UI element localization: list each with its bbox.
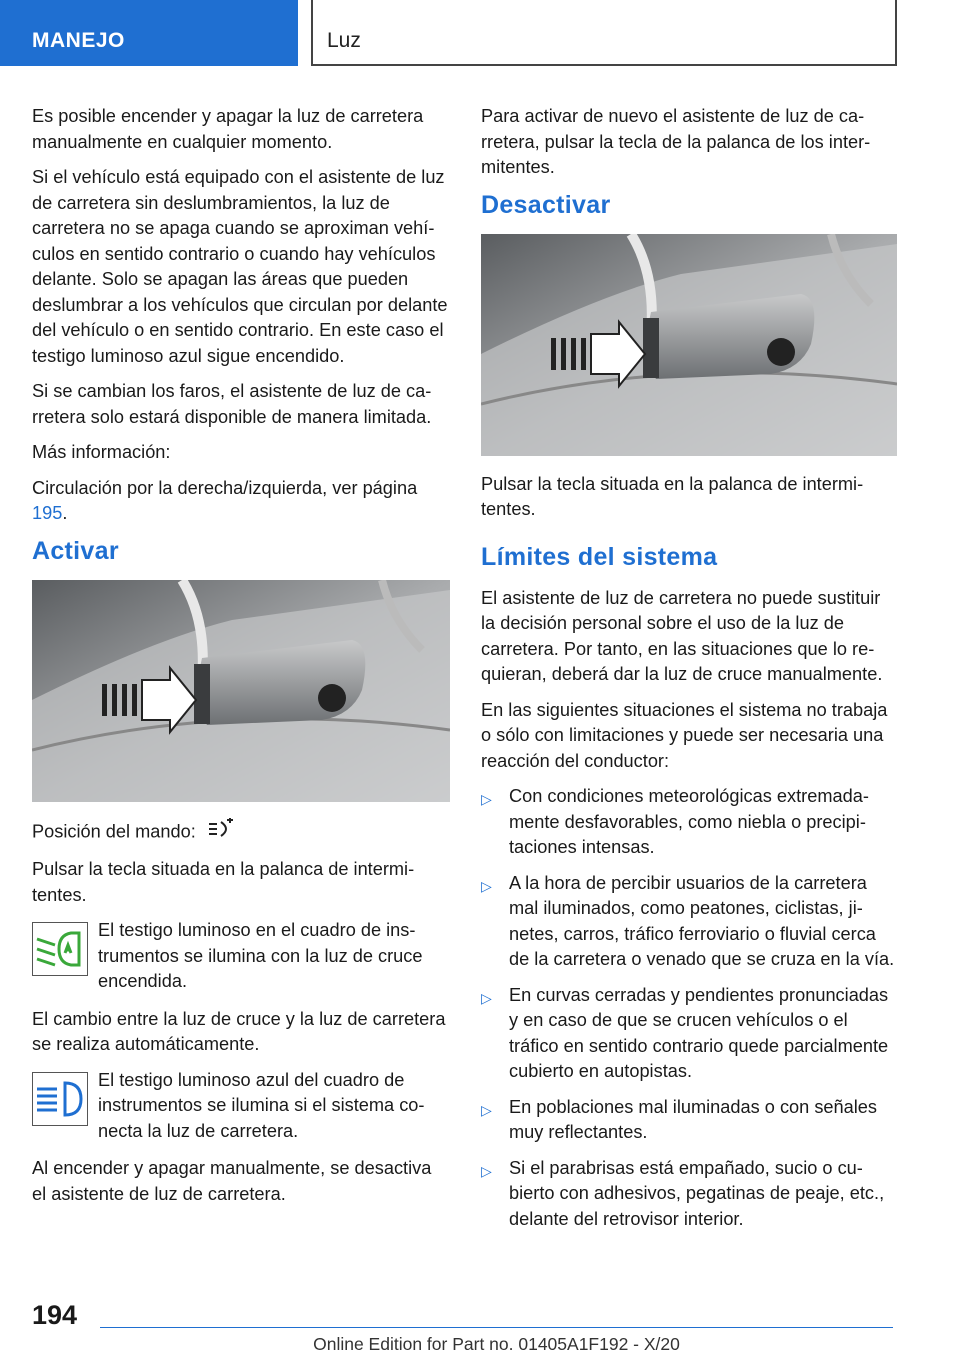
section-heading-limites: Límites del sistema bbox=[481, 542, 718, 571]
paragraph: El cambio entre la luz de cruce y la luz de carretera se realiza automáticamente. bbox=[32, 1008, 446, 1054]
indicator-text: El testigo luminoso azul del cuadro de instrumentos se ilumina si el sistema conecta la luz de carretera. bbox=[98, 1069, 425, 1141]
list-item: ▷ Si el parabrisas está empañado, sucio o cubierto con adhesivos, pegatinas de peaje, etc., delante del retrovisor interior. bbox=[481, 1157, 885, 1229]
paragraph-crossref: Circulación por la derecha/izquierda, ver página 195. bbox=[32, 477, 418, 523]
triangle-bullet-icon: ▷ bbox=[481, 1162, 492, 1179]
list-item: ▷ En poblaciones mal iluminadas o con señales muy reflectantes. bbox=[481, 1096, 878, 1142]
stalk-activate-illustration bbox=[32, 580, 450, 802]
list-item: ▷ A la hora de percibir usuarios de la carretera mal iluminados, como peatones, ciclistas, jinetes, carros, tráfico ferroviario o fluvial cerca de la carretera o venado que se cruza en la vía. bbox=[481, 872, 895, 969]
triangle-bullet-icon: ▷ bbox=[481, 877, 492, 894]
paragraph: Si el vehículo está equipado con el asistente de luz de carretera sin deslumbramientos, la luz de carretera no se apaga cuando se aproximan vehículos en sentido contrario o cuando hay vehículos delante. Solo se apagan las áreas que pueden deslumbrar a los vehículos que circulan por delante del vehículo o en sentido contrario. En este caso el testigo luminoso azul sigue encendido. bbox=[32, 167, 448, 366]
high-beam-assist-icon bbox=[207, 818, 235, 848]
paragraph: Si se cambian los faros, el asistente de luz de carretera solo estará disponible de manera limitada. bbox=[32, 381, 432, 427]
high-beam-indicator-icon bbox=[32, 1072, 88, 1126]
low-beam-indicator-icon bbox=[32, 922, 88, 976]
page-number: 194 bbox=[32, 1300, 78, 1330]
paragraph: En las siguientes situaciones el sistema no trabaja o sólo con limitaciones y puede ser necesaria una reacción del conductor: bbox=[481, 699, 888, 771]
footer-edition: Online Edition for Part no. 01405A1F192 - X/20 bbox=[313, 1334, 680, 1354]
paragraph: Es posible encender y apagar la luz de carretera manualmente en cualquier momento. bbox=[32, 106, 424, 152]
header-chapter-tab bbox=[311, 0, 897, 66]
paragraph: Al encender y apagar manualmente, se desactiva el asistente de luz de carretera. bbox=[32, 1158, 432, 1204]
paragraph: Pulsar la tecla situada en la palanca de intermitentes. bbox=[481, 473, 864, 519]
indicator-text: El testigo luminoso en el cuadro de instrumentos se ilumina con la luz de cruce encendida. bbox=[98, 920, 423, 991]
paragraph-stalk-position: Posición del mando: bbox=[32, 818, 450, 848]
triangle-bullet-icon: ▷ bbox=[481, 791, 492, 807]
paragraph: Para activar de nuevo el asistente de luz de carretera, pulsar la tecla de la palanca de los intermitentes. bbox=[481, 106, 871, 177]
section-heading-desactivar: Desactivar bbox=[481, 190, 611, 219]
indicator-note-high-beam bbox=[32, 1068, 450, 1145]
list-item: ▷ Con condiciones meteorológicas extremadamente desfavorables, como niebla o precipitaciones intensas. bbox=[481, 786, 869, 857]
paragraph: Pulsar la tecla situada en la palanca de intermitentes. bbox=[32, 859, 415, 905]
indicator-note-low-beam bbox=[32, 918, 450, 995]
triangle-bullet-icon: ▷ bbox=[481, 989, 492, 1006]
limitations-list bbox=[481, 784, 897, 1232]
list-item: ▷ En curvas cerradas y pendientes pronunciadas y en caso de que se crucen vehículos o el tráfico en sentido contrario quede parcialmente cubierto en autopistas. bbox=[481, 984, 889, 1081]
paragraph: Más información: bbox=[32, 442, 171, 462]
section-heading-activar: Activar bbox=[32, 536, 119, 565]
stalk-deactivate-illustration bbox=[481, 234, 897, 456]
right-column bbox=[481, 104, 897, 1242]
paragraph: El asistente de luz de carretera no puede sustituir la decisión personal sobre el uso de la luz de carretera. Por tanto, en las situaciones que lo requieran, deberá dar la luz de cruce manualmente. bbox=[481, 587, 883, 684]
header-chapter-label: Luz bbox=[327, 29, 361, 52]
left-column bbox=[32, 104, 450, 1217]
header-section-tab bbox=[0, 0, 298, 66]
header-section-label: MANEJO bbox=[32, 29, 125, 52]
page-link[interactable]: 195 bbox=[32, 503, 63, 523]
triangle-bullet-icon: ▷ bbox=[481, 1101, 492, 1118]
footer-divider bbox=[100, 1327, 893, 1328]
